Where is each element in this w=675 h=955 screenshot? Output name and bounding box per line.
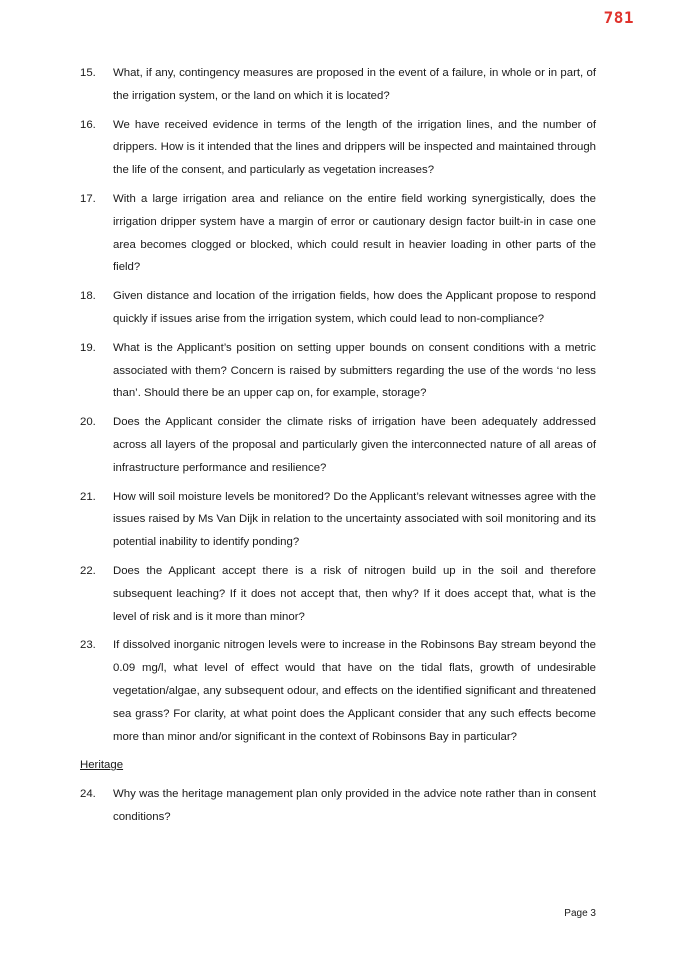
question-item — [80, 783, 596, 829]
section-heading-heritage: Heritage — [80, 759, 124, 772]
question-item — [80, 486, 596, 554]
question-text: Why was the heritage management plan only provided in the advice note rather than in consent conditions? — [113, 788, 596, 823]
question-text: With a large irrigation area and reliance on the entire field working synergistically, does the irrigation dripper system have a margin of error or cautionary design factor built-in in case one area becomes clogged or blocked, which could result in heavier loading in other parts of the field? — [113, 192, 596, 274]
question-list — [80, 62, 596, 748]
question-number: 21. — [80, 490, 96, 503]
question-item — [80, 634, 596, 748]
question-text: Given distance and location of the irrigation fields, how does the Applicant propose to respond quickly if issues arise from the irrigation system, which could lead to non-compliance? — [113, 290, 596, 325]
question-item — [80, 188, 596, 279]
page-stamp-number: 781 — [603, 8, 634, 27]
question-text: We have received evidence in terms of the length of the irrigation lines, and the number of drippers. How is it intended that the lines and drippers will be inspected and maintained through the life of the consent, and particularly as vegetation increases? — [113, 118, 596, 177]
document-body — [80, 62, 596, 835]
question-number: 15. — [80, 67, 96, 79]
question-list-heritage — [80, 783, 596, 829]
question-number: 19. — [80, 341, 96, 354]
page-footer: Page 3 — [564, 908, 596, 919]
question-text: Does the Applicant accept there is a risk of nitrogen build up in the soil and therefore subsequent leaching? If it does not accept that, then why? If it does accept that, what is the level of risk and is it more than minor? — [113, 564, 596, 623]
question-number: 24. — [80, 788, 96, 801]
question-text: What, if any, contingency measures are proposed in the event of a failure, in whole or in part, of the irrigation system, or the land on which it is located? — [113, 67, 596, 102]
question-item — [80, 337, 596, 405]
question-number: 17. — [80, 192, 96, 205]
question-number: 18. — [80, 290, 96, 303]
question-number: 20. — [80, 416, 96, 429]
question-item — [80, 114, 596, 182]
question-item — [80, 285, 596, 331]
question-text: Does the Applicant consider the climate risks of irrigation have been adequately addressed across all layers of the proposal and particularly given the interconnected nature of all areas of infrastructure performance and resilience? — [113, 416, 596, 474]
question-item — [80, 411, 596, 479]
question-item — [80, 62, 596, 108]
question-text: If dissolved inorganic nitrogen levels were to increase in the Robinsons Bay stream beyond the 0.09 mg/l, what level of effect would that have on the tidal flats, growth of undesirable vegetation/algae, any subsequent odour, and effects on the identified significant and threatened sea grass? For clarity, at what point does the Applicant consider that any such effects become more than minor and/or significant in the context of Robinsons Bay in particular? — [113, 639, 596, 743]
question-number: 22. — [80, 564, 96, 577]
question-number: 23. — [80, 639, 96, 652]
question-item — [80, 560, 596, 628]
question-text: What is the Applicant’s position on setting upper bounds on consent conditions with a metric associated with them? Concern is raised by submitters regarding the use of the words ‘no less than’. Should there be an upper cap on, for example, storage? — [113, 341, 596, 400]
question-text: How will soil moisture levels be monitored? Do the Applicant’s relevant witnesses agree with the issues raised by Ms Van Dijk in relation to the uncertainty associated with soil monitoring and its potential inability to identify ponding? — [113, 490, 596, 549]
question-number: 16. — [80, 118, 96, 131]
